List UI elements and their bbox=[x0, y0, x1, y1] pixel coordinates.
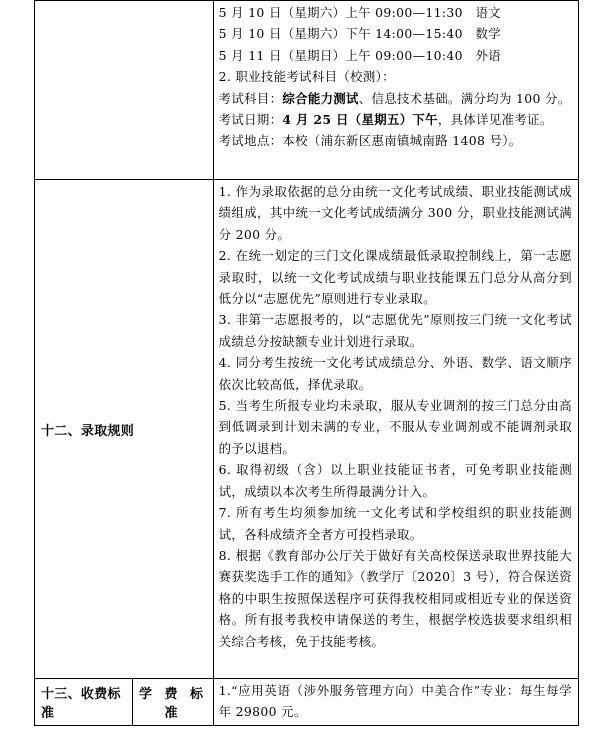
schedule-line-chinese: 5 月 10 日（星期六）上午 09:00—11:30 语文 bbox=[218, 5, 502, 20]
exam-schedule-row bbox=[35, 1, 579, 180]
rule-item: 3. 非第一志愿报考的，以“志愿优先”原则按三门统一文化考试成绩总分按缺额专业计划进行录取。 bbox=[218, 312, 572, 349]
exam-subjects-highlight: 综合能力测试 bbox=[282, 90, 359, 106]
rule-item: 7. 所有考生均须参加统一文化考试和学校组织的职业技能测试，各科成绩齐全者方可投档录取。 bbox=[218, 505, 572, 542]
tuition-sublabel: 学 费 标 准 bbox=[133, 679, 213, 726]
admission-table bbox=[34, 0, 579, 726]
fees-label: 十三、收费标准 bbox=[35, 679, 133, 726]
empty-label-cell bbox=[35, 1, 214, 180]
rule-item: 8. 根据《教育部办公厅关于做好有关高校保送录取世界技能大赛获奖选手工作的通知》（教学厅〔2020〕3 号），符合保送资格的中职生按照保送程序可获得我校相同或相近专业的保送资格。所有报考我校申请保送的考生，根据学校选拔要求组织相关综合考核，免于技能考核。 bbox=[218, 547, 572, 649]
admission-rules-cell bbox=[213, 180, 578, 679]
exam-subjects: 考试科目：综合能力测试、信息技术基础。满分均为 100 分。 bbox=[218, 90, 571, 106]
vocational-exam-heading: 2. 职业技能考试科目（校测）： bbox=[218, 69, 395, 85]
rule-item: 4. 同分考生按统一文化考试成绩总分、外语、数学、语文顺序依次比较高低，择优录取。 bbox=[218, 355, 572, 392]
schedule-line-foreign-language: 5 月 11 日（星期日）上午 09:00—10:40 外语 bbox=[218, 47, 502, 63]
fees-cell bbox=[213, 679, 578, 726]
admission-rules-label: 十二、录取规则 bbox=[35, 180, 214, 679]
exam-date-highlight: 4 月 25 日（星期五）下午 bbox=[282, 112, 438, 128]
rule-item: 6. 取得初级（含）以上职业技能证书者，可免考职业技能测试，成绩以本次考生所得最满分计入。 bbox=[218, 462, 572, 499]
fees-text: 1.“应用英语（涉外服务管理方向）中美合作”专业：每生每学年 29800 元。 bbox=[218, 683, 572, 720]
exam-date: 考试日期：4 月 25 日（星期五）下午，具体详见准考证。 bbox=[218, 112, 553, 128]
exam-schedule-cell bbox=[213, 1, 578, 180]
document-page bbox=[34, 0, 579, 726]
rule-item: 1. 作为录取依据的总分由统一文化考试成绩、职业技能测试成绩组成，其中统一文化考试成绩满分 300 分，职业技能测试满分 200 分。 bbox=[218, 184, 572, 242]
admission-rules-row bbox=[35, 180, 579, 679]
fees-row bbox=[35, 679, 579, 726]
schedule-line-math: 5 月 10 日（星期六）下午 14:00—15:40 数学 bbox=[218, 26, 502, 42]
exam-location: 考试地点：本校（浦东新区惠南镇城南路 1408 号）。 bbox=[218, 133, 522, 149]
rule-item: 5. 当考生所报专业均未录取，服从专业调剂的按三门总分由高到低调录到计划未满的专业，不服从专业调剂或不能调剂录取的予以退档。 bbox=[218, 398, 572, 456]
rule-item: 2. 在统一划定的三门文化课成绩最低录取控制线上，第一志愿录取时，以统一文化考试成绩与职业技能课五门总分从高分到低分以“志愿优先”原则进行专业录取。 bbox=[218, 248, 572, 307]
